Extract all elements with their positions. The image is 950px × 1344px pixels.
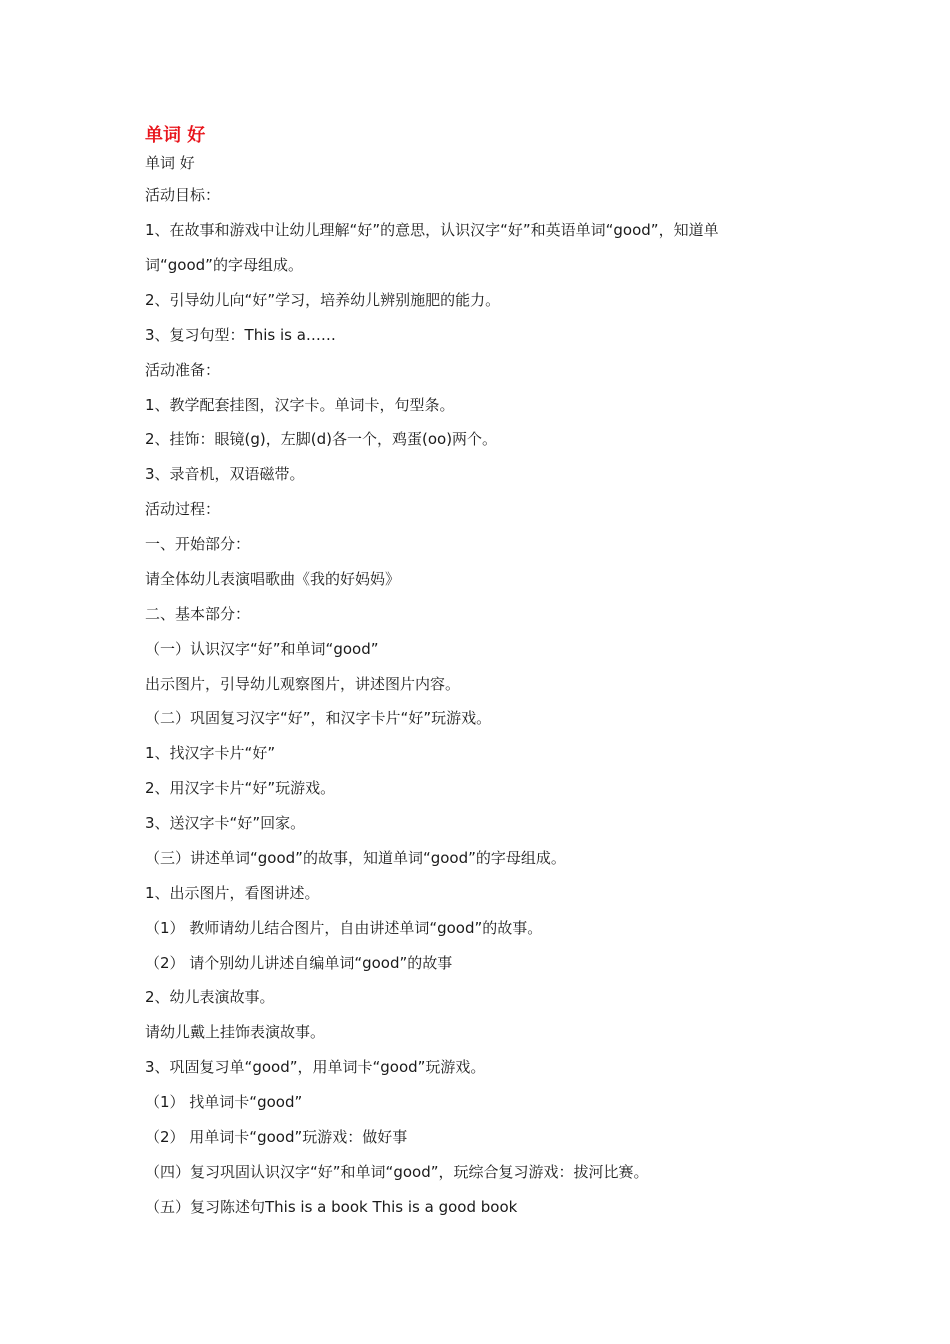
goal-item-3: 3、复习句型：This is a…… xyxy=(145,326,336,344)
document-body xyxy=(145,124,825,1216)
subsection-3-item-2-text: 请幼儿戴上挂饰表演故事。 xyxy=(145,1023,326,1041)
subsection-3-item-3-a: （1） 找单词卡“good” xyxy=(145,1093,303,1111)
subsection-5-heading: （五）复习陈述句This is a book This is a good book xyxy=(145,1198,518,1216)
document-title: 单词 好 xyxy=(145,125,206,146)
preparation-item-3: 3、录音机，双语磁带。 xyxy=(145,465,305,483)
subtitle-line: 单词 好 xyxy=(145,154,195,172)
goal-item-1-continued: 词“good”的字母组成。 xyxy=(145,256,303,274)
subsection-2-heading: （二）巩固复习汉字“好”，和汉字卡片“好”玩游戏。 xyxy=(145,709,492,727)
subsection-4-heading: （四）复习巩固认识汉字“好”和单词“good”，玩综合复习游戏：拔河比赛。 xyxy=(145,1163,649,1181)
subsection-3-item-1: 1、出示图片，看图讲述。 xyxy=(145,884,320,902)
subsection-3-item-1-b: （2） 请个别幼儿讲述自编单词“good”的故事 xyxy=(145,954,453,972)
preparation-item-1: 1、教学配套挂图，汉字卡。单词卡，句型条。 xyxy=(145,396,455,414)
goal-item-1: 1、在故事和游戏中让幼儿理解“好”的意思，认识汉字“好”和英语单词“good”，知道单 xyxy=(145,221,719,239)
preparation-item-2: 2、挂饰：眼镜(g)，左脚(d)各一个，鸡蛋(oo)两个。 xyxy=(145,430,498,448)
process-part-1-heading: 一、开始部分： xyxy=(145,535,251,553)
subsection-2-item-3: 3、送汉字卡“好”回家。 xyxy=(145,814,306,832)
subsection-1-text: 出示图片，引导幼儿观察图片，讲述图片内容。 xyxy=(145,675,461,693)
subsection-3-heading: （三）讲述单词“good”的故事，知道单词“good”的字母组成。 xyxy=(145,849,566,867)
section-heading-process: 活动过程： xyxy=(145,500,221,518)
subsection-3-item-2: 2、幼儿表演故事。 xyxy=(145,988,275,1006)
section-heading-preparation: 活动准备： xyxy=(145,361,221,379)
process-part-2-heading: 二、基本部分： xyxy=(145,605,251,623)
subsection-3-item-3: 3、巩固复习单“good”，用单词卡“good”玩游戏。 xyxy=(145,1058,486,1076)
goal-item-2: 2、引导幼儿向“好”学习，培养幼儿辨别施肥的能力。 xyxy=(145,291,501,309)
subsection-2-item-1: 1、找汉字卡片“好” xyxy=(145,744,276,762)
section-heading-goals: 活动目标： xyxy=(145,186,221,204)
subsection-1-heading: （一）认识汉字“好”和单词“good” xyxy=(145,640,379,658)
process-part-1-text: 请全体幼儿表演唱歌曲《我的好妈妈》 xyxy=(145,570,401,588)
subsection-2-item-2: 2、用汉字卡片“好”玩游戏。 xyxy=(145,779,336,797)
subsection-3-item-1-a: （1） 教师请幼儿结合图片，自由讲述单词“good”的故事。 xyxy=(145,919,543,937)
subsection-3-item-3-b: （2） 用单词卡“good”玩游戏：做好事 xyxy=(145,1128,408,1146)
